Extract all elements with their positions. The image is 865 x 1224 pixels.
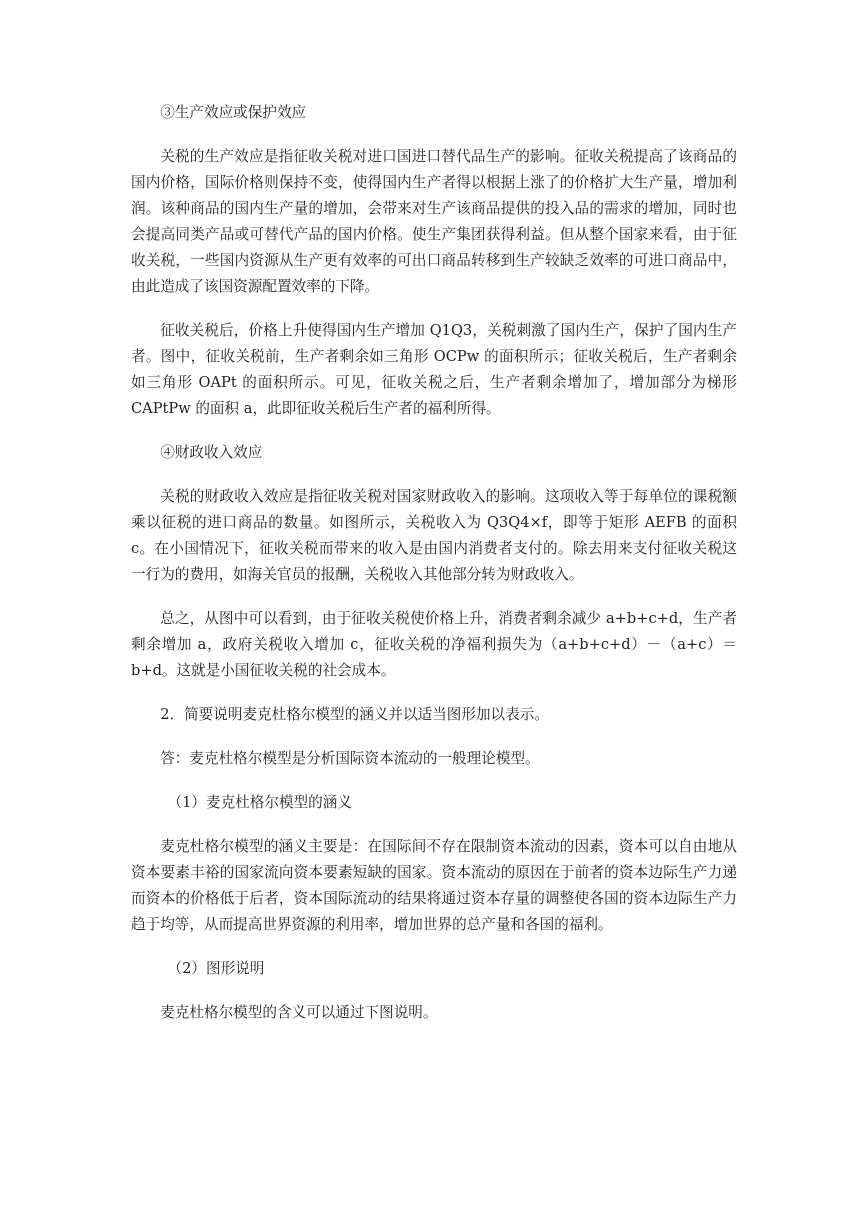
section-heading-revenue-effect: ④财政收入效应 [160,444,263,461]
paragraph-production-effect-definition: 关税的生产效应是指征收关税对进口国进口替代品生产的影响。征收关税提高了该商品的国内价格，国际价格则保持不变，使得国内生产者得以根据上涨了的价格扩大生产量，增加利润。该种商品的国内生产量的增加，会带来对生产该商品提供的投入品的需求的增加，同时也会提高同类产品或可替代产品的国内价格。使生产集团获得利益。但从整个国家来看，由于征收关税，一些国内资源从生产更有效率的可出口商品转移到生产较缺乏效率的可进口商品中，由此造成了该国资源配置效率的下降。 [131,148,737,295]
section-heading-production-effect: ③生产效应或保护效应 [160,104,307,121]
document-body [131,100,737,1026]
answer-intro: 答：麦克杜格尔模型是分析国际资本流动的一般理论模型。 [160,750,540,767]
paragraph-revenue-effect-definition: 关税的财政收入效应是指征收关税对国家财政收入的影响。这项收入等于每单位的课税额乘以征税的进口商品的数量。如图所示，关税收入为 Q3Q4×f，即等于矩形 AEFB 的面积 c。在小国情况下，征收关税而带来的收入是由国内消费者支付的。除去用来支付征收关税这一行为的费用，如海关官员的报酬，关税收入其他部分转为财政收入。 [131,488,737,583]
subheading-graph-explanation: （2）图形说明 [167,960,265,977]
question-2: 2．简要说明麦克杜格尔模型的涵义并以适当图形加以表示。 [160,706,549,723]
paragraph-producer-surplus: 征收关税后，价格上升使得国内生产增加 Q1Q3，关税刺激了国内生产，保护了国内生产者。图中，征收关税前，生产者剩余如三角形 OCPw 的面积所示；征收关税后，生产者剩余如三角形 OAPt 的面积所示。可见，征收关税之后，生产者剩余增加了，增加部分为梯形 CAPtPw 的面积 a，此即征收关税后生产者的福利所得。 [131,322,737,417]
subheading-model-meaning: （1）麦克杜格尔模型的涵义 [167,794,352,811]
paragraph-summary-social-cost: 总之，从图中可以看到，由于征收关税使价格上升，消费者剩余减少 a+b+c+d，生产者剩余增加 a，政府关税收入增加 c，征收关税的净福利损失为（a+b+c+d）－（a+c）＝b+d。这就是小国征收关税的社会成本。 [131,610,737,679]
paragraph-graph-intro: 麦克杜格尔模型的含义可以通过下图说明。 [160,1004,438,1021]
paragraph-model-meaning: 麦克杜格尔模型的涵义主要是：在国际间不存在限制资本流动的因素，资本可以自由地从资本要素丰裕的国家流向资本要素短缺的国家。资本流动的原因在于前者的资本边际生产力递而资本的价格低于后者，资本国际流动的结果将通过资本存量的调整使各国的资本边际生产力趋于均等，从而提高世界资源的利用率，增加世界的总产量和各国的福利。 [131,838,737,933]
